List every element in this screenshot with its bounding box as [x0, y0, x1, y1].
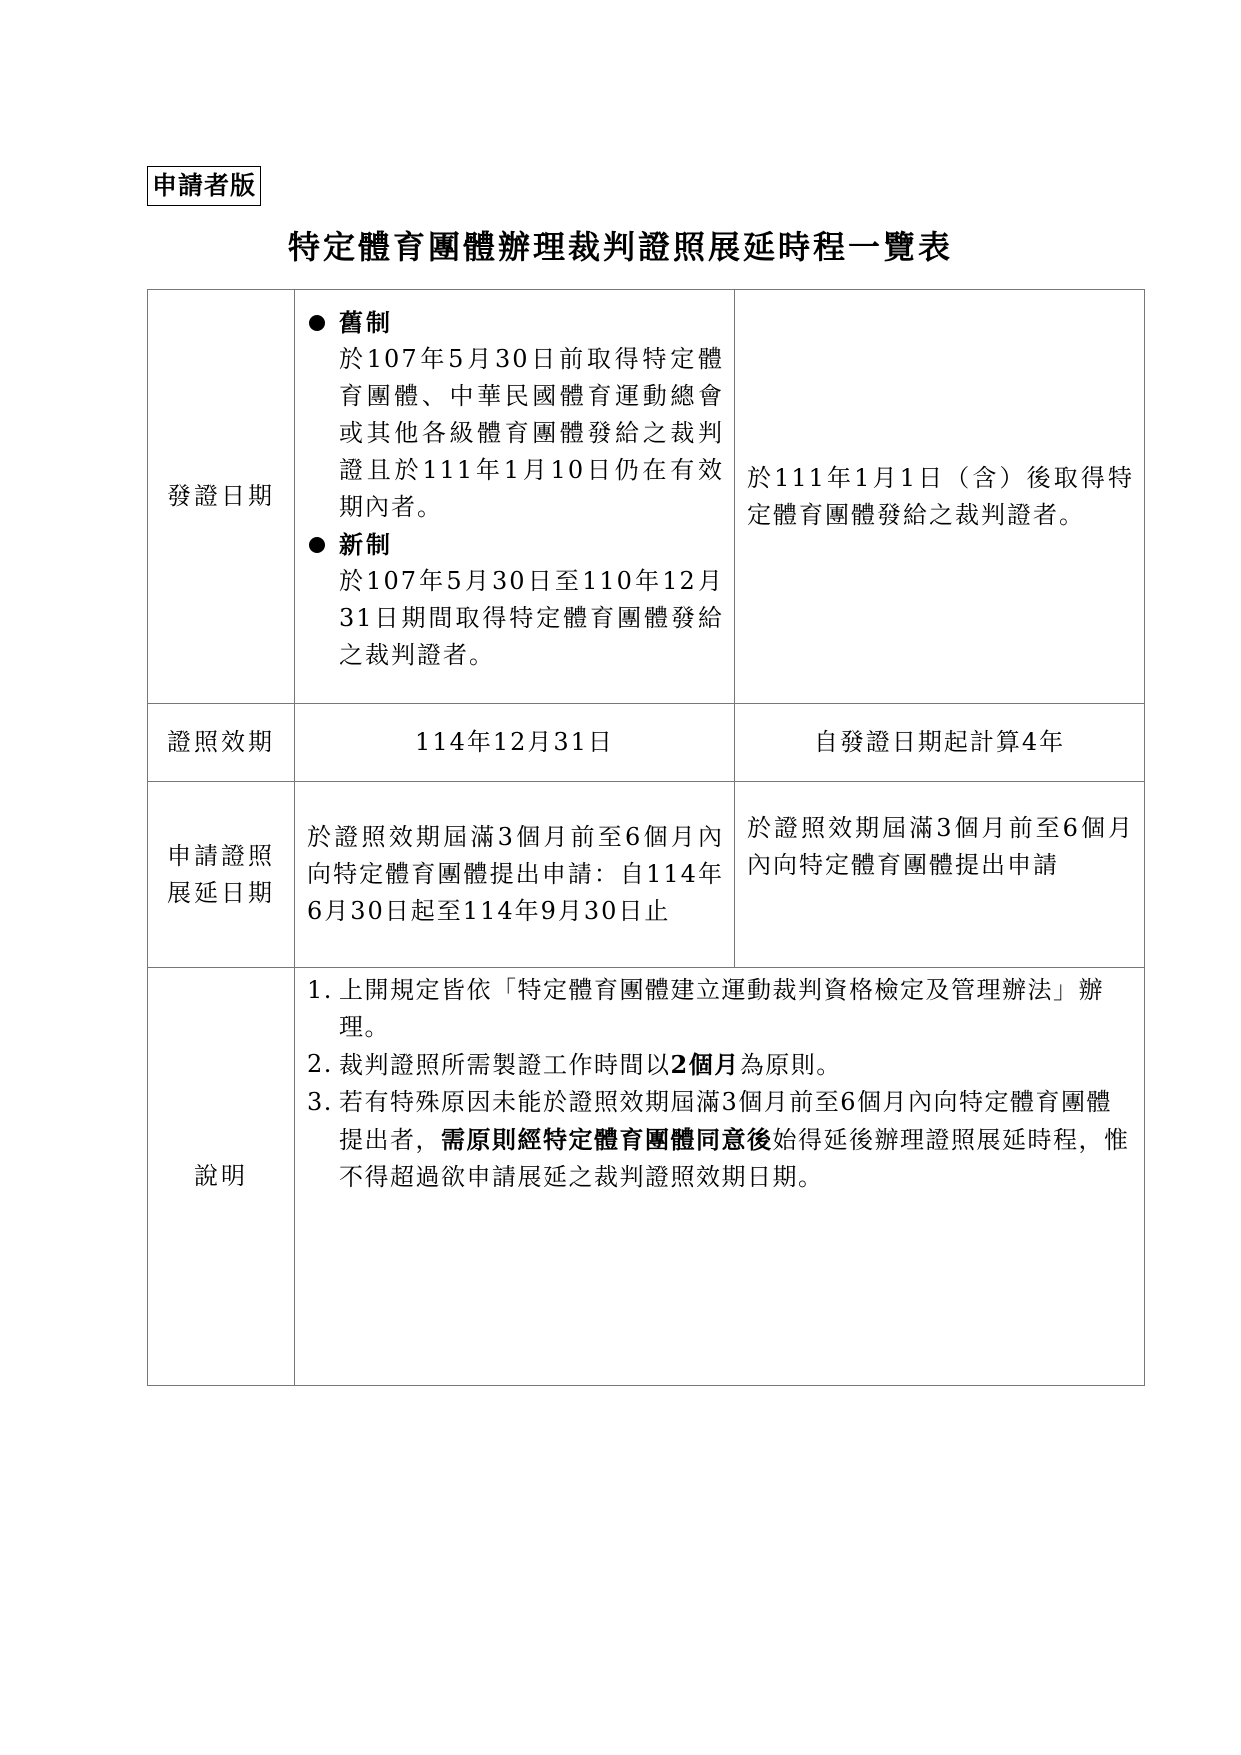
list-item	[307, 1046, 1134, 1084]
note-text-emphasis: 需原則經特定體育團體同意後	[441, 1125, 773, 1154]
validity-left-cell: 114年12月31日	[295, 704, 735, 782]
note-text-post: 始得延後辦理證照展延時程，惟不得超過欲申請展延之裁判證照效期日期。	[339, 1126, 1130, 1191]
notes-list	[307, 972, 1134, 1196]
page-title: 特定體育團體辦理裁判證照展延時程一覽表	[287, 228, 953, 266]
note-number: 2.	[307, 1050, 333, 1078]
extension-header-line1: 申請證照	[167, 841, 275, 870]
schedule-table	[147, 289, 1145, 1386]
old-system-label: 舊制	[339, 308, 393, 337]
note-text	[339, 1046, 1134, 1084]
extension-header-line2: 展延日期	[167, 878, 275, 907]
note-text-post: 為原則。	[739, 1051, 842, 1079]
extension-left-cell: 於證照效期屆滿3個月前至6個月內向特定體育團體提出申請：自114年6月30日起至114年9月30日止	[295, 782, 735, 968]
row-header-notes: 說明	[148, 968, 295, 1386]
note-text: 上開規定皆依「特定體育團體建立運動裁判資格檢定及管理辦法」辦理。	[339, 976, 1104, 1041]
row-header-issue-date: 發證日期	[148, 290, 295, 704]
issue-date-systems-cell	[295, 290, 735, 704]
issue-date-right-cell: 於111年1月1日（含）後取得特定體育團體發給之裁判證者。	[735, 290, 1145, 704]
table-row-notes	[148, 968, 1145, 1386]
list-item	[307, 972, 1134, 1046]
new-system-text: 於107年5月30日至110年12月31日期間取得特定體育團體發給之裁判證者。	[339, 567, 724, 669]
note-text-pre: 裁判證照所需製證工作時間以	[339, 1051, 671, 1079]
row-header-validity: 證照效期	[148, 704, 295, 782]
note-text-emphasis: 2個月	[670, 1050, 740, 1079]
table-row-issue-date	[148, 290, 1145, 704]
bullet-icon	[309, 537, 325, 553]
bullet-icon	[309, 315, 325, 331]
note-text-pre: 若有特殊原因未能於證照效期屆滿3個月前至6個月內向特定體育團體提出者，	[339, 1088, 1113, 1154]
note-number: 1.	[307, 976, 333, 1004]
notes-cell	[295, 968, 1145, 1386]
old-system-text: 於107年5月30日前取得特定體育團體、中華民國體育運動總會或其他各級體育團體發給之裁判證且於111年1月10日仍在有效期內者。	[339, 345, 724, 521]
old-system-heading	[307, 304, 724, 341]
extension-right-cell: 於證照效期屆滿3個月前至6個月內向特定體育團體提出申請	[735, 782, 1145, 968]
applicant-version-badge: 申請者版	[147, 166, 261, 206]
table-row-validity	[148, 704, 1145, 782]
row-header-extension	[148, 782, 295, 968]
new-system-heading	[307, 526, 724, 563]
validity-right-cell: 自發證日期起計算4年	[735, 704, 1145, 782]
new-system-label: 新制	[339, 530, 393, 559]
note-text	[339, 1084, 1134, 1196]
note-number: 3.	[307, 1088, 333, 1116]
table-row-extension	[148, 782, 1145, 968]
list-item	[307, 1084, 1134, 1196]
